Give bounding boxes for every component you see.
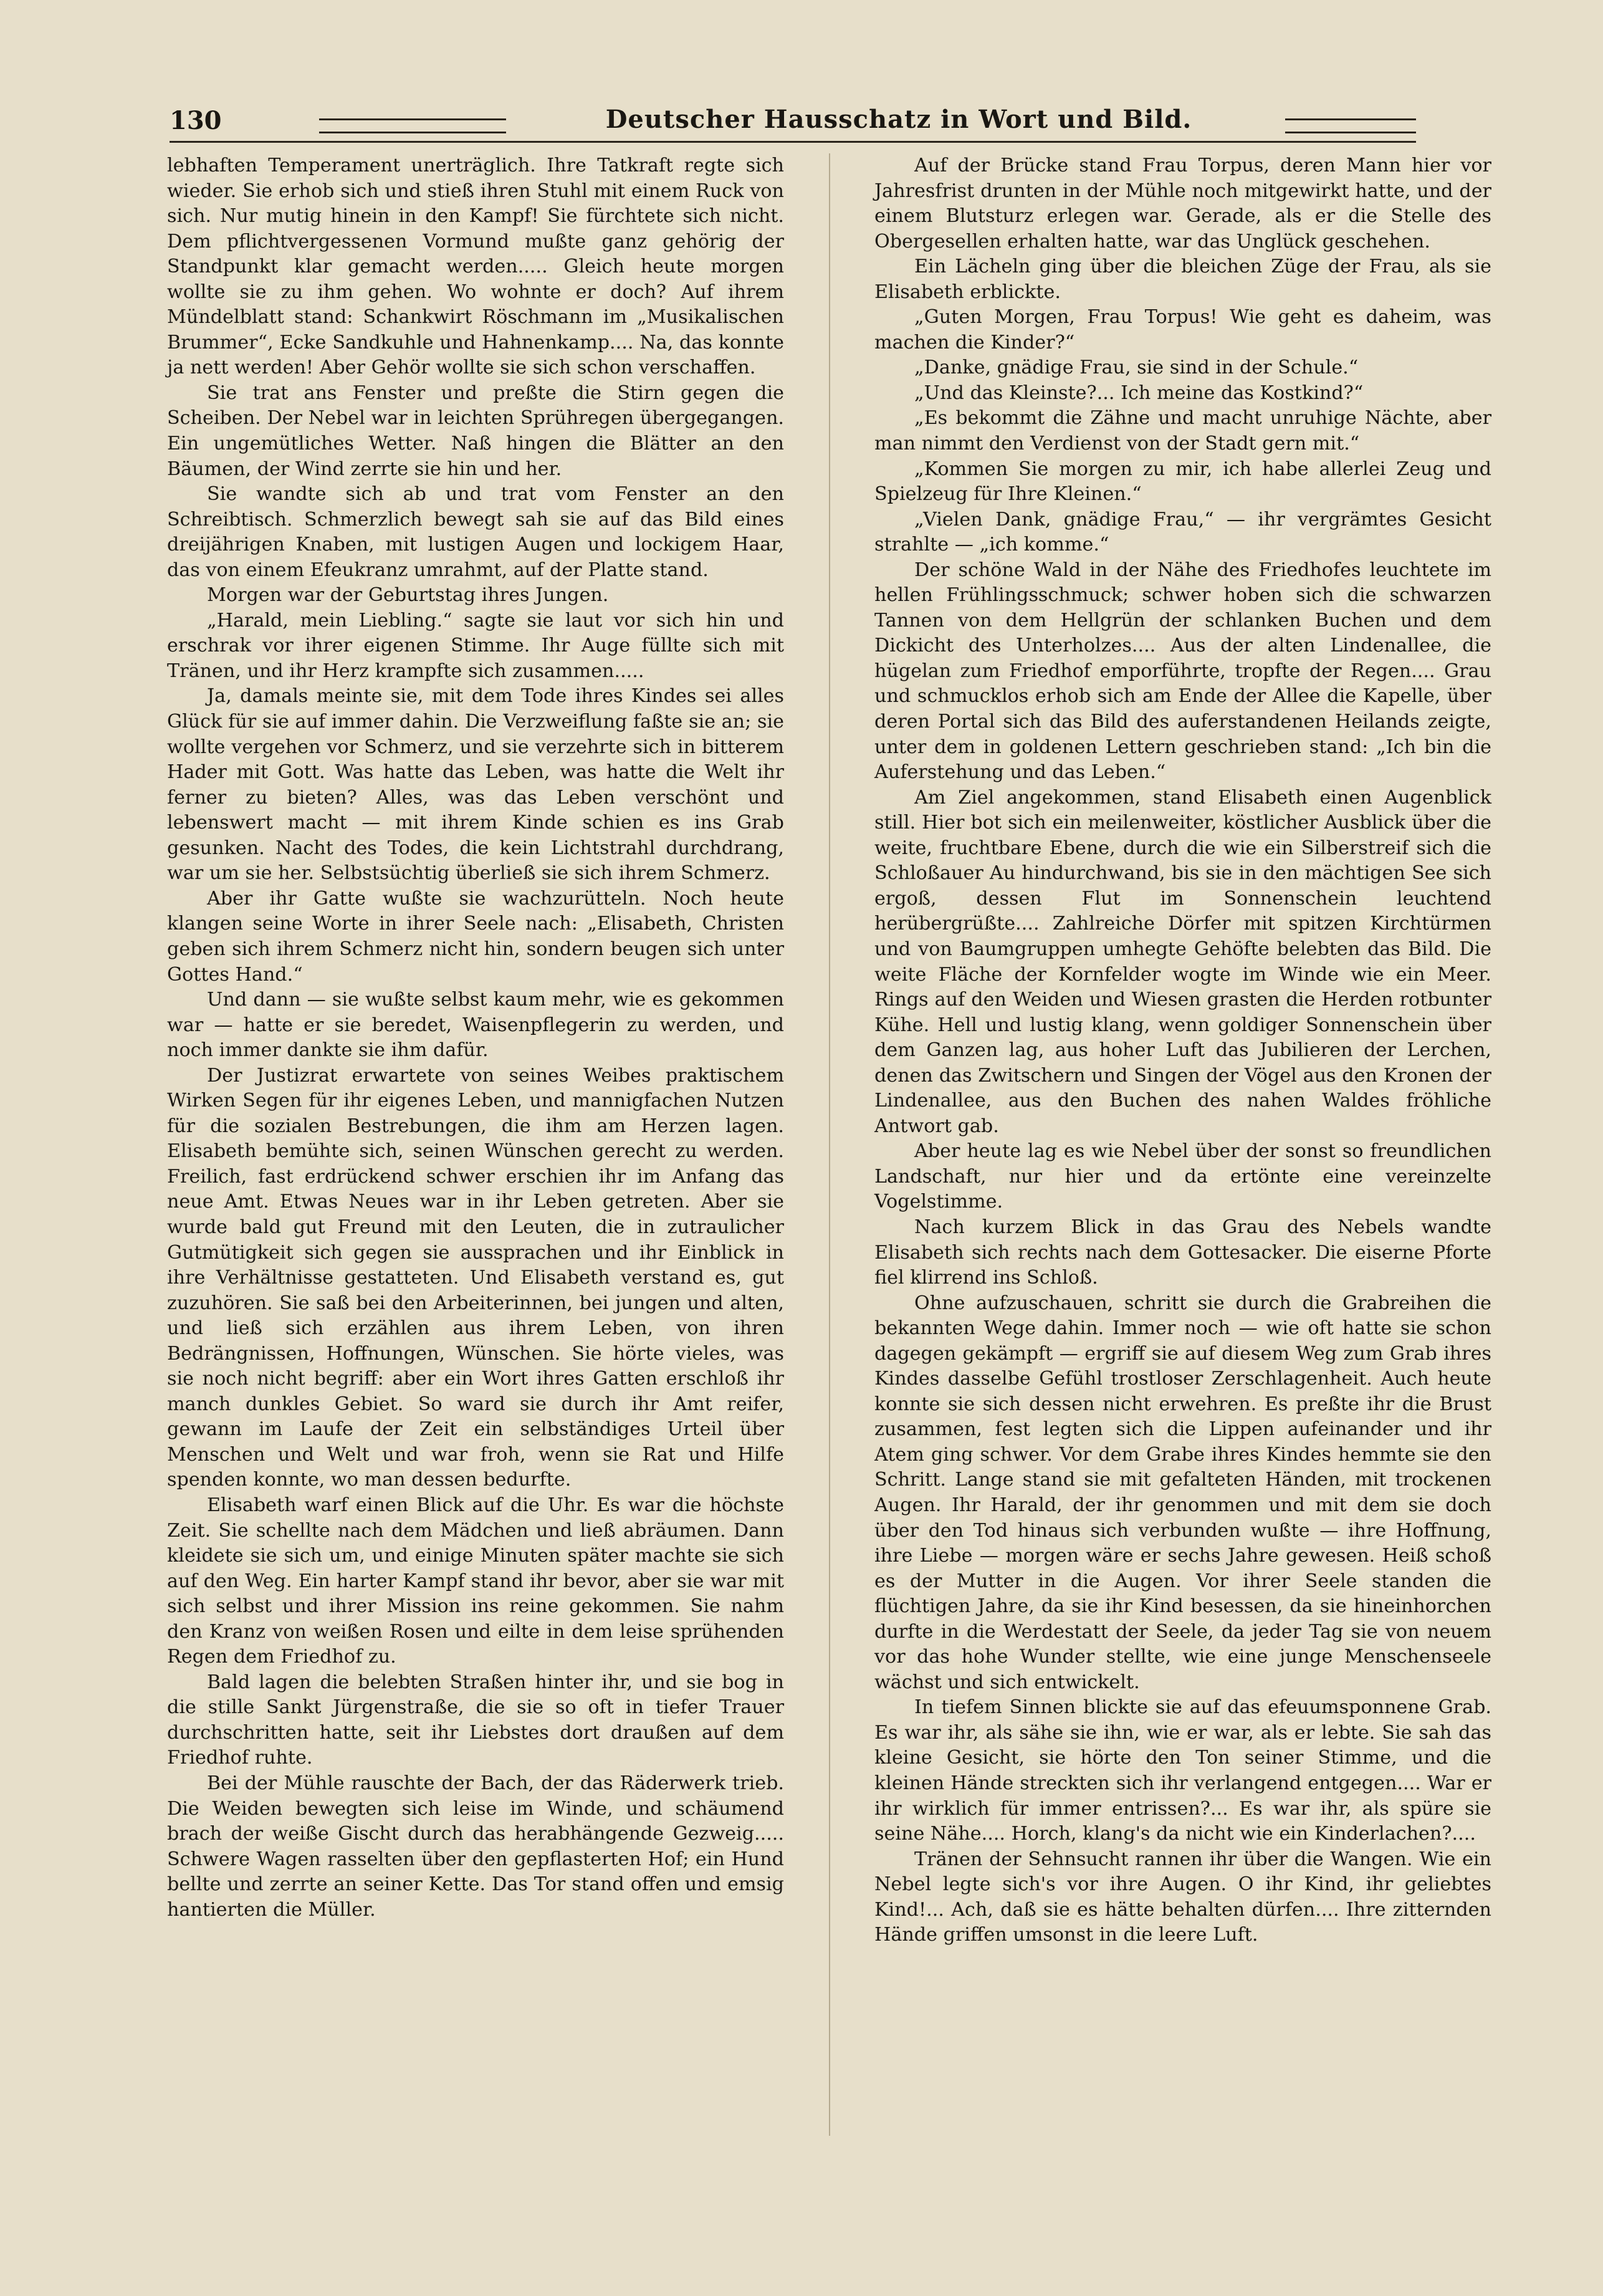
paragraph: Nach kurzem Blick in das Grau des Nebels wandte Elisabeth sich rechts nach dem Gottesacker. Die eiserne Pforte fiel klirrend ins Schloß. — [874, 1216, 1491, 1289]
page-number: 130 — [170, 106, 222, 135]
paragraph: Am Ziel angekommen, stand Elisabeth einen Augenblick still. Hier bot sich ein meilenweiter, köstlicher Ausblick über die weite, fruchtbare Ebene, durch die wie ein Silberstreif sich die Schloßauer Au hindurchwand, bis sie in den mächtigen See sich ergoß, dessen Flut im Sonnenschein leuchtend herübergrüßte.... Zahlreiche Dörfer mit spitzen Kirchtürmen und von Baumgruppen umhegte Gehöfte belebten das Bild. Die weite Fläche der Kornfelder wogte im Winde wie ein Meer. Rings auf den Weiden und Wiesen grasten die Herden rotbunter Kühe. Hell und lustig klang, wenn goldiger Sonnenschein über dem Ganzen lag, aus hoher Luft das Jubilieren der Lerchen, denen das Zwitschern und Singen der Vögel aus den Kronen der Lindenallee, aus den Buchen des nahen Waldes fröhliche Antwort gab. — [874, 786, 1491, 1137]
paragraph: Ein Lächeln ging über die bleichen Züge der Frau, als sie Elisabeth erblickte. — [874, 256, 1491, 303]
paragraph: „Harald, mein Liebling.“ sagte sie laut vor sich hin und erschrak vor ihrer eigenen Stimme. Ihr Auge füllte sich mit Tränen, und ihr Herz krampfte sich zusammen..... — [167, 609, 784, 682]
paragraph: Der Justizrat erwartete von seines Weibes praktischem Wirken Segen für ihr eigenes Leben, und mannigfachen Nutzen für die sozialen Bestrebungen, die ihm am Herzen lagen. Elisabeth bemühte sich, seinen Wünschen gerecht zu werden. Freilich, fast erdrückend schwer erschien ihr im Anfang das neue Amt. Etwas Neues war in ihr Leben getreten. Aber sie wurde bald gut Freund mit den Leuten, die in zutraulicher Gutmütigkeit sich gegen sie aussprachen und ihr Einblick in ihre Verhältnisse gestatteten. Und Elisabeth verstand es, gut zuzuhören. Sie saß bei den Arbeiterinnen, bei jungen und alten, und ließ sich erzählen aus ihrem Leben, von ihren Bedrängnissen, Hoffnungen, Wünschen. Sie hörte vieles, was sie noch nicht begriff: aber ein Wort ihres Gatten erschloß ihr manch dunkles Gebiet. So ward sie durch ihr Amt reifer, gewann im Laufe der Zeit ein selbständiges Urteil über Menschen und Welt und war froh, wenn sie Rat und Hilfe spenden konnte, wo man dessen bedurfte. — [167, 1064, 784, 1491]
paragraph: In tiefem Sinnen blickte sie auf das efeuumsponnene Grab. Es war ihr, als sähe sie ihn, wie er war, als er lebte. Sie sah das kleine Gesicht, sie hörte den Ton seiner Stimme, und die kleinen Hände streckten sich ihr verlangend entgegen.... War er ihr wirklich für immer entrissen?... Es war ihr, als spüre sie seine Nähe.... Horch, klang's da nicht wie ein Kinderlachen?.... — [874, 1696, 1491, 1845]
paragraph: Sie trat ans Fenster und preßte die Stirn gegen die Scheiben. Der Nebel war in leichten Sprühregen übergegangen. Ein ungemütliches Wetter. Naß hingen die Blätter an den Bäumen, der Wind zerrte sie hin und her. — [167, 382, 784, 480]
paragraph: „Danke, gnädige Frau, sie sind in der Schule.“ — [914, 357, 1359, 379]
paragraph: Der schöne Wald in der Nähe des Friedhofes leuchtete im hellen Frühlingsschmuck; schwer hoben sich die schwarzen Tannen von dem Hellgrün der schlanken Buchen und dem Dickicht des Unterholzes.... Aus der alten Lindenallee, die hügelan zum Friedhof emporführte, tropfte der Regen.... Grau und schmucklos erhob sich am Ende der Allee die Kapelle, über deren Portal sich das Bild des auferstandenen Heilands zeigte, unter dem in goldenen Lettern geschrieben stand: „Ich bin die Auferstehung und das Leben.“ — [874, 559, 1491, 784]
right-column — [874, 153, 1491, 2136]
paragraph: Auf der Brücke stand Frau Torpus, deren Mann hier vor Jahresfrist drunten in der Mühle noch mitgewirkt hatte, und der einem Blutsturz erlegen war. Gerade, als er die Stelle des Obergesellen erhalten hatte, war das Unglück geschehen. — [874, 155, 1491, 252]
paragraph: „Kommen Sie morgen zu mir, ich habe allerlei Zeug und Spielzeug für Ihre Kleinen.“ — [874, 458, 1491, 506]
paragraph: „Und das Kleinste?... Ich meine das Kostkind?“ — [914, 382, 1364, 404]
paragraph: Tränen der Sehnsucht rannen ihr über die Wangen. Wie ein Nebel legte sich's vor ihre Augen. O ihr Kind, ihr geliebtes Kind!... Ach, daß sie es hätte behalten dürfen.... Ihre zitternden Hände griffen umsonst in die leere Luft. — [874, 1848, 1491, 1946]
left-column — [167, 153, 784, 2136]
header-ornament-left — [319, 118, 506, 133]
paragraph: Und dann — sie wußte selbst kaum mehr, wie es gekommen war — hatte er sie beredet, Waisenpflegerin zu werden, und noch immer dankte sie ihm dafür. — [167, 989, 784, 1062]
paragraph: Morgen war der Geburtstag ihres Jungen. — [207, 584, 609, 607]
page-header — [170, 101, 1416, 140]
header-rule — [170, 141, 1416, 143]
paragraph: Bei der Mühle rauschte der Bach, der das Räderwerk trieb. Die Weiden bewegten sich leise im Winde, und schäumend brach der weiße Gischt durch das herabhängende Gezweig..... Schwere Wagen rasselten über den gepflasterten Hof; ein Hund bellte und zerrte an seiner Kette. Das Tor stand offen und emsig hantierten die Müller. — [167, 1772, 784, 1921]
paragraph: Bald lagen die belebten Straßen hinter ihr, und sie bog in die stille Sankt Jürgenstraße, die sie so oft in tiefer Trauer durchschritten hatte, seit ihr Liebstes dort draußen auf dem Friedhof ruhte. — [167, 1671, 784, 1769]
header-ornament-right — [1285, 118, 1416, 133]
paragraph: Aber heute lag es wie Nebel über der sonst so freundlichen Landschaft, nur hier und da ertönte eine vereinzelte Vogelstimme. — [874, 1140, 1491, 1213]
paragraph: Aber ihr Gatte wußte sie wachzurütteln. Noch heute klangen seine Worte in ihrer Seele nach: „Elisabeth, Christen geben sich ihrem Schmerz nicht hin, sondern beugen sich unter Gottes Hand.“ — [167, 887, 784, 986]
paragraph: lebhaften Temperament unerträglich. Ihre Tatkraft regte sich wieder. Sie erhob sich und stieß ihren Stuhl mit einem Ruck von sich. Nur mutig hinein in den Kampf! Sie fürchtete sich nicht. Dem pflichtvergessenen Vormund mußte ganz gehörig der Standpunkt klar gemacht werden..... Gleich heute morgen wollte sie zu ihm gehen. Wo wohnte er doch? Auf ihrem Mündelblatt stand: Schankwirt Röschmann im „Musikalischen Brummer“, Ecke Sandkuhle und Hahnenkamp.... Na, das konnte ja nett werden! Aber Gehör wollte sie sich schon verschaffen. — [167, 155, 784, 379]
paragraph: Sie wandte sich ab und trat vom Fenster an den Schreibtisch. Schmerzlich bewegt sah sie auf das Bild eines dreijährigen Knaben, mit lustigen Augen und lockigem Haar, das von einem Efeukranz umrahmt, auf der Platte stand. — [167, 483, 784, 581]
paragraph: „Es bekommt die Zähne und macht unruhige Nächte, aber man nimmt den Verdienst von der Stadt gern mit.“ — [874, 407, 1491, 455]
column-divider — [829, 153, 830, 2136]
paragraph: Ohne aufzuschauen, schritt sie durch die Grabreihen die bekannten Wege dahin. Immer noch — wie oft hatte sie schon dagegen gekämpft — ergriff sie auf diesem Weg zum Grab ihres Kindes dasselbe Gefühl trostloser Zerschlagenheit. Auch heute konnte sie sich dessen nicht erwehren. Es preßte ihr die Brust zusammen, fest legten sich die Lippen aufeinander und ihr Atem ging schwer. Vor dem Grabe ihres Kindes hemmte sie den Schritt. Lange stand sie mit gefalteten Händen, mit trockenen Augen. Ihr Harald, der ihr genommen und mit dem sie doch über den Tod hinaus sich verbunden wußte — ihre Hoffnung, ihre Liebe — morgen wäre er sechs Jahre gewesen. Heiß schoß es der Mutter in die Augen. Vor ihrer Seele standen die flüchtigen Jahre, da sie ihr Kind besessen, da sie hineinhorchen durfte in die Werdestatt der Seele, da jeder Tag sie von neuem vor das hohe Wunder stellte, wie eine junge Menschenseele wächst und sich entwickelt. — [874, 1292, 1491, 1693]
paragraph: Ja, damals meinte sie, mit dem Tode ihres Kindes sei alles Glück für sie auf immer dahin. Die Verzweiflung faßte sie an; sie wollte vergehen vor Schmerz, und sie verzehrte sich in bitterem Hader mit Gott. Was hatte das Leben, was hatte die Welt ihr ferner zu bieten? Alles, was das Leben verschönt und lebenswert macht — mit ihrem Kinde schien es ins Grab gesunken. Nacht des Todes, die kein Lichtstrahl durchdrang, war um sie her. Selbstsüchtig überließ sie sich ihrem Schmerz. — [167, 685, 784, 885]
paragraph: „Vielen Dank, gnädige Frau,“ — ihr vergrämtes Gesicht strahlte — „ich komme.“ — [874, 508, 1491, 556]
running-title: Deutscher Hausschatz in Wort und Bild. — [605, 105, 1192, 134]
paragraph: „Guten Morgen, Frau Torpus! Wie geht es daheim, was machen die Kinder?“ — [874, 306, 1491, 353]
paragraph: Elisabeth warf einen Blick auf die Uhr. Es war die höchste Zeit. Sie schellte nach dem Mädchen und ließ abräumen. Dann kleidete sie sich um, und einige Minuten später machte sie sich auf den Weg. Ein harter Kampf stand ihr bevor, aber sie war mit sich selbst und ihrer Mission ins reine gekommen. Sie nahm den Kranz von weißen Rosen und eilte in dem leise sprühenden Regen dem Friedhof zu. — [167, 1494, 784, 1668]
